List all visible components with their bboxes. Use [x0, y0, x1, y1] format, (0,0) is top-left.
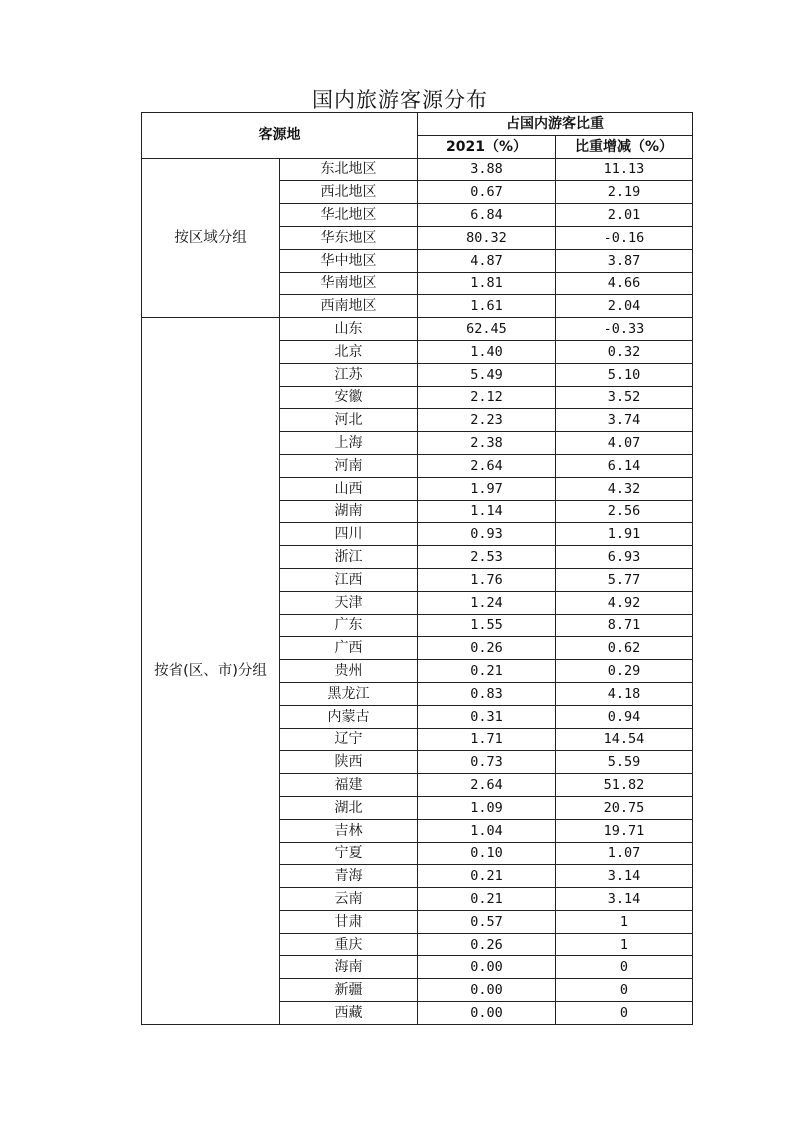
- table-row: [142, 158, 693, 181]
- value-2021-cell: 0.21: [418, 660, 556, 683]
- change-cell: 8.71: [556, 614, 693, 637]
- value-2021-cell: 2.12: [418, 386, 556, 409]
- change-cell: 2.19: [556, 181, 693, 204]
- change-cell: 4.32: [556, 477, 693, 500]
- change-cell: 20.75: [556, 796, 693, 819]
- place-cell: 北京: [280, 340, 418, 363]
- value-2021-cell: 1.61: [418, 295, 556, 318]
- value-2021-cell: 1.71: [418, 728, 556, 751]
- change-cell: 0.29: [556, 660, 693, 683]
- change-cell: 3.87: [556, 249, 693, 272]
- place-cell: 广东: [280, 614, 418, 637]
- value-2021-cell: 0.83: [418, 682, 556, 705]
- change-cell: 3.14: [556, 865, 693, 888]
- value-2021-cell: 0.10: [418, 842, 556, 865]
- value-2021-cell: 2.64: [418, 454, 556, 477]
- change-cell: 6.14: [556, 454, 693, 477]
- value-2021-cell: 0.26: [418, 637, 556, 660]
- place-cell: 江西: [280, 568, 418, 591]
- place-cell: 黑龙江: [280, 682, 418, 705]
- value-2021-cell: 2.53: [418, 546, 556, 569]
- change-cell: 4.18: [556, 682, 693, 705]
- value-2021-cell: 0.00: [418, 1002, 556, 1025]
- place-cell: 东北地区: [280, 158, 418, 181]
- value-2021-cell: 2.23: [418, 409, 556, 432]
- place-cell: 华南地区: [280, 272, 418, 295]
- value-2021-cell: 1.40: [418, 340, 556, 363]
- change-cell: 4.66: [556, 272, 693, 295]
- value-2021-cell: 1.81: [418, 272, 556, 295]
- place-cell: 华中地区: [280, 249, 418, 272]
- change-cell: 0.32: [556, 340, 693, 363]
- change-cell: 11.13: [556, 158, 693, 181]
- place-cell: 吉林: [280, 819, 418, 842]
- table-body: [142, 158, 693, 1024]
- place-cell: 天津: [280, 591, 418, 614]
- place-cell: 陕西: [280, 751, 418, 774]
- place-cell: 新疆: [280, 979, 418, 1002]
- change-cell: 0: [556, 956, 693, 979]
- change-cell: 51.82: [556, 774, 693, 797]
- value-2021-cell: 2.38: [418, 432, 556, 455]
- origin-header: 客源地: [142, 113, 418, 159]
- value-2021-cell: 1.55: [418, 614, 556, 637]
- change-cell: 5.10: [556, 363, 693, 386]
- group-label: 按区域分组: [142, 158, 280, 318]
- place-cell: 河北: [280, 409, 418, 432]
- place-cell: 华东地区: [280, 226, 418, 249]
- change-cell: 3.52: [556, 386, 693, 409]
- place-cell: 安徽: [280, 386, 418, 409]
- page-title: 国内旅游客源分布: [312, 88, 488, 112]
- value-2021-cell: 4.87: [418, 249, 556, 272]
- place-cell: 福建: [280, 774, 418, 797]
- change-cell: 2.04: [556, 295, 693, 318]
- change-cell: 3.14: [556, 888, 693, 911]
- place-cell: 西北地区: [280, 181, 418, 204]
- place-cell: 辽宁: [280, 728, 418, 751]
- col-change-header: 比重增减（%）: [556, 135, 693, 158]
- place-cell: 西藏: [280, 1002, 418, 1025]
- change-cell: 6.93: [556, 546, 693, 569]
- value-2021-cell: 1.09: [418, 796, 556, 819]
- place-cell: 上海: [280, 432, 418, 455]
- table-row: [142, 318, 693, 341]
- value-2021-cell: 1.24: [418, 591, 556, 614]
- value-2021-cell: 80.32: [418, 226, 556, 249]
- change-cell: 0: [556, 1002, 693, 1025]
- value-2021-cell: 0.00: [418, 956, 556, 979]
- place-cell: 山西: [280, 477, 418, 500]
- place-cell: 贵州: [280, 660, 418, 683]
- change-cell: 2.56: [556, 500, 693, 523]
- change-cell: 1.07: [556, 842, 693, 865]
- place-cell: 云南: [280, 888, 418, 911]
- value-2021-cell: 0.26: [418, 933, 556, 956]
- tourist-origin-table: [141, 112, 693, 1025]
- place-cell: 西南地区: [280, 295, 418, 318]
- value-2021-cell: 1.97: [418, 477, 556, 500]
- change-cell: 1.91: [556, 523, 693, 546]
- value-2021-cell: 3.88: [418, 158, 556, 181]
- change-cell: 4.07: [556, 432, 693, 455]
- value-2021-cell: 0.93: [418, 523, 556, 546]
- place-cell: 江苏: [280, 363, 418, 386]
- change-cell: -0.16: [556, 226, 693, 249]
- value-2021-cell: 6.84: [418, 204, 556, 227]
- place-cell: 青海: [280, 865, 418, 888]
- place-cell: 甘肃: [280, 910, 418, 933]
- place-cell: 湖南: [280, 500, 418, 523]
- group-label: 按省(区、市)分组: [142, 318, 280, 1025]
- col-2021-header: 2021（%）: [418, 135, 556, 158]
- value-2021-cell: 0.21: [418, 865, 556, 888]
- value-2021-cell: 1.14: [418, 500, 556, 523]
- value-2021-cell: 0.00: [418, 979, 556, 1002]
- place-cell: 山东: [280, 318, 418, 341]
- value-2021-cell: 0.21: [418, 888, 556, 911]
- place-cell: 四川: [280, 523, 418, 546]
- change-cell: 5.77: [556, 568, 693, 591]
- change-cell: 3.74: [556, 409, 693, 432]
- value-2021-cell: 1.76: [418, 568, 556, 591]
- value-2021-cell: 0.57: [418, 910, 556, 933]
- value-2021-cell: 0.31: [418, 705, 556, 728]
- value-2021-cell: 1.04: [418, 819, 556, 842]
- change-cell: 14.54: [556, 728, 693, 751]
- change-cell: 0.94: [556, 705, 693, 728]
- change-cell: 1: [556, 910, 693, 933]
- value-2021-cell: 62.45: [418, 318, 556, 341]
- value-2021-cell: 5.49: [418, 363, 556, 386]
- change-cell: 5.59: [556, 751, 693, 774]
- change-cell: 2.01: [556, 204, 693, 227]
- place-cell: 海南: [280, 956, 418, 979]
- place-cell: 河南: [280, 454, 418, 477]
- place-cell: 宁夏: [280, 842, 418, 865]
- place-cell: 内蒙古: [280, 705, 418, 728]
- header-row-1: [142, 113, 693, 136]
- change-cell: 0: [556, 979, 693, 1002]
- place-cell: 湖北: [280, 796, 418, 819]
- change-cell: 0.62: [556, 637, 693, 660]
- place-cell: 重庆: [280, 933, 418, 956]
- value-2021-cell: 0.73: [418, 751, 556, 774]
- place-cell: 华北地区: [280, 204, 418, 227]
- value-2021-cell: 2.64: [418, 774, 556, 797]
- change-cell: 1: [556, 933, 693, 956]
- place-cell: 浙江: [280, 546, 418, 569]
- change-cell: 4.92: [556, 591, 693, 614]
- place-cell: 广西: [280, 637, 418, 660]
- change-cell: 19.71: [556, 819, 693, 842]
- change-cell: -0.33: [556, 318, 693, 341]
- share-header: 占国内游客比重: [418, 113, 693, 136]
- value-2021-cell: 0.67: [418, 181, 556, 204]
